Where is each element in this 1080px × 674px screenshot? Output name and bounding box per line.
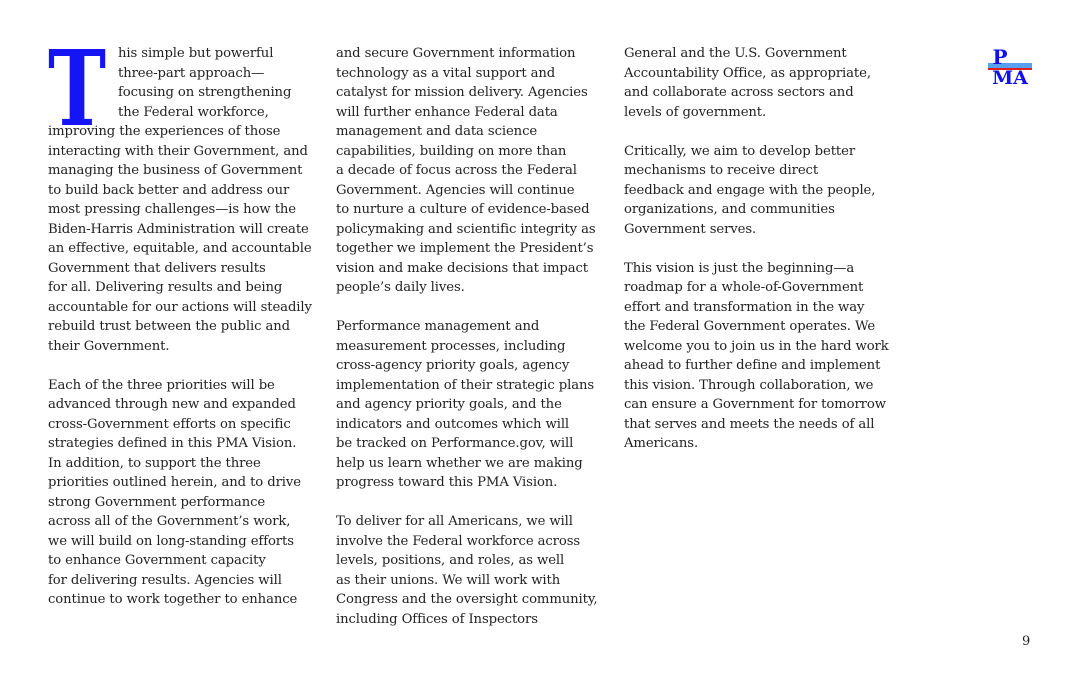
text-line: General and the U.S. Government xyxy=(624,46,847,61)
text-line: Each of the three priorities will be xyxy=(48,377,275,393)
text-line: across all of the Government’s work, xyxy=(48,514,291,529)
text-line: progress toward this PMA Vision. xyxy=(336,475,558,490)
paragraph xyxy=(48,44,328,356)
column-2 xyxy=(336,44,616,629)
svg-text:MA: MA xyxy=(992,67,1028,86)
text-line: This vision is just the beginning—a xyxy=(624,260,855,276)
text-line: Performance management and xyxy=(336,319,540,334)
text-line: and collaborate across sectors and xyxy=(624,85,854,100)
text-line: three-part approach— xyxy=(118,65,265,81)
text-line: Government. Agencies will continue xyxy=(336,182,575,198)
text-line: ahead to further define and implement xyxy=(624,358,881,373)
paragraph-gap xyxy=(336,493,616,513)
text-line: roadmap for a whole-of-Government xyxy=(624,280,864,295)
text-line: priorities outlined herein, and to drive xyxy=(48,475,301,490)
text-line: rebuild trust between the public and xyxy=(48,319,290,334)
text-line: Accountability Office, as appropriate, xyxy=(624,65,871,81)
text-line: technology as a vital support and xyxy=(336,65,556,81)
paragraph xyxy=(48,376,328,610)
text-line: involve the Federal workforce across xyxy=(336,533,581,549)
paragraph-gap xyxy=(336,298,616,318)
paragraph xyxy=(336,44,616,298)
text-line: feedback and engage with the people, xyxy=(624,182,876,198)
text-line: people’s daily lives. xyxy=(336,280,465,295)
text-line: Critically, we aim to develop better xyxy=(624,143,856,159)
text-line: organizations, and communities xyxy=(624,202,835,217)
text-line: catalyst for mission delivery. Agencies xyxy=(336,85,588,100)
text-line: for all. Delivering results and being xyxy=(48,280,283,295)
column-1 xyxy=(48,44,328,610)
text-line: focusing on strengthening xyxy=(118,85,292,100)
text-line: improving the experiences of those xyxy=(48,124,281,139)
text-line: his simple but powerful xyxy=(118,46,274,61)
text-line: levels of government. xyxy=(624,104,767,120)
text-line: cross-agency priority goals, agency xyxy=(336,358,570,373)
pma-logo xyxy=(986,44,1034,86)
text-line: advanced through new and expanded xyxy=(48,397,296,412)
text-line: measurement processes, including xyxy=(336,338,566,354)
paragraph-gap xyxy=(624,122,904,142)
text-line: the Federal workforce, xyxy=(118,104,269,120)
text-line: vision and make decisions that impact xyxy=(336,260,589,276)
text-line: we will build on long-standing efforts xyxy=(48,533,294,549)
text-line: welcome you to join us in the hard work xyxy=(624,338,889,354)
svg-text:P: P xyxy=(992,45,1008,69)
text-line: a decade of focus across the Federal xyxy=(336,163,577,178)
text-line: interacting with their Government, and xyxy=(48,143,308,159)
text-line: their Government. xyxy=(48,338,170,354)
text-line: the Federal Government operates. We xyxy=(624,319,876,334)
text-line: including Offices of Inspectors xyxy=(336,611,538,627)
text-line: strong Government performance xyxy=(48,494,266,510)
text-line: continue to work together to enhance xyxy=(48,592,298,607)
paragraph xyxy=(624,142,904,240)
text-line: together we implement the President’s xyxy=(336,241,594,256)
paragraph xyxy=(336,317,616,493)
text-line: To deliver for all Americans, we will xyxy=(336,514,573,529)
text-line: be tracked on Performance.gov, will xyxy=(336,436,574,451)
paragraph-gap xyxy=(624,239,904,259)
text-line: management and data science xyxy=(336,124,538,139)
text-line: for delivering results. Agencies will xyxy=(48,572,282,588)
text-line: to nurture a culture of evidence-based xyxy=(336,202,590,217)
text-line: mechanisms to receive direct xyxy=(624,163,819,178)
column-3 xyxy=(624,44,904,454)
text-line: indicators and outcomes which will xyxy=(336,416,570,432)
text-line: Congress and the oversight community, xyxy=(336,592,598,607)
text-line: levels, positions, and roles, as well xyxy=(336,553,565,568)
paragraph-gap xyxy=(48,356,328,376)
text-line: In addition, to support the three xyxy=(48,455,261,471)
text-line: can ensure a Government for tomorrow xyxy=(624,397,886,412)
text-line: Government that delivers results xyxy=(48,260,266,276)
text-line: will further enhance Federal data xyxy=(336,104,558,120)
text-line: this vision. Through collaboration, we xyxy=(624,377,874,393)
text-line: effort and transformation in the way xyxy=(624,299,865,315)
text-line: accountable for our actions will steadily xyxy=(48,299,312,315)
text-line: to enhance Government capacity xyxy=(48,553,266,568)
text-line: Government serves. xyxy=(624,221,757,237)
text-line: strategies defined in this PMA Vision. xyxy=(48,436,297,451)
text-line: most pressing challenges—is how the xyxy=(48,202,296,217)
paragraph xyxy=(624,44,904,122)
page-number: 9 xyxy=(1022,634,1031,649)
svg-text:T: T xyxy=(48,47,106,129)
paragraph xyxy=(336,512,616,629)
text-line: and agency priority goals, and the xyxy=(336,397,562,412)
text-line: Biden-Harris Administration will create xyxy=(48,221,309,237)
text-line: help us learn whether we are making xyxy=(336,455,583,471)
text-line: Americans. xyxy=(624,436,699,451)
text-line: as their unions. We will work with xyxy=(336,572,561,588)
text-line: policymaking and scientific integrity as xyxy=(336,221,596,237)
text-line: managing the business of Government xyxy=(48,163,303,178)
text-line: cross-Government efforts on specific xyxy=(48,416,291,432)
text-line: implementation of their strategic plans xyxy=(336,377,595,393)
text-line: and secure Government information xyxy=(336,46,576,61)
text-line: capabilities, building on more than xyxy=(336,143,567,159)
text-line: an effective, equitable, and accountable xyxy=(48,241,312,256)
text-line: that serves and meets the needs of all xyxy=(624,416,875,432)
text-line: to build back better and address our xyxy=(48,182,290,198)
paragraph xyxy=(624,259,904,454)
